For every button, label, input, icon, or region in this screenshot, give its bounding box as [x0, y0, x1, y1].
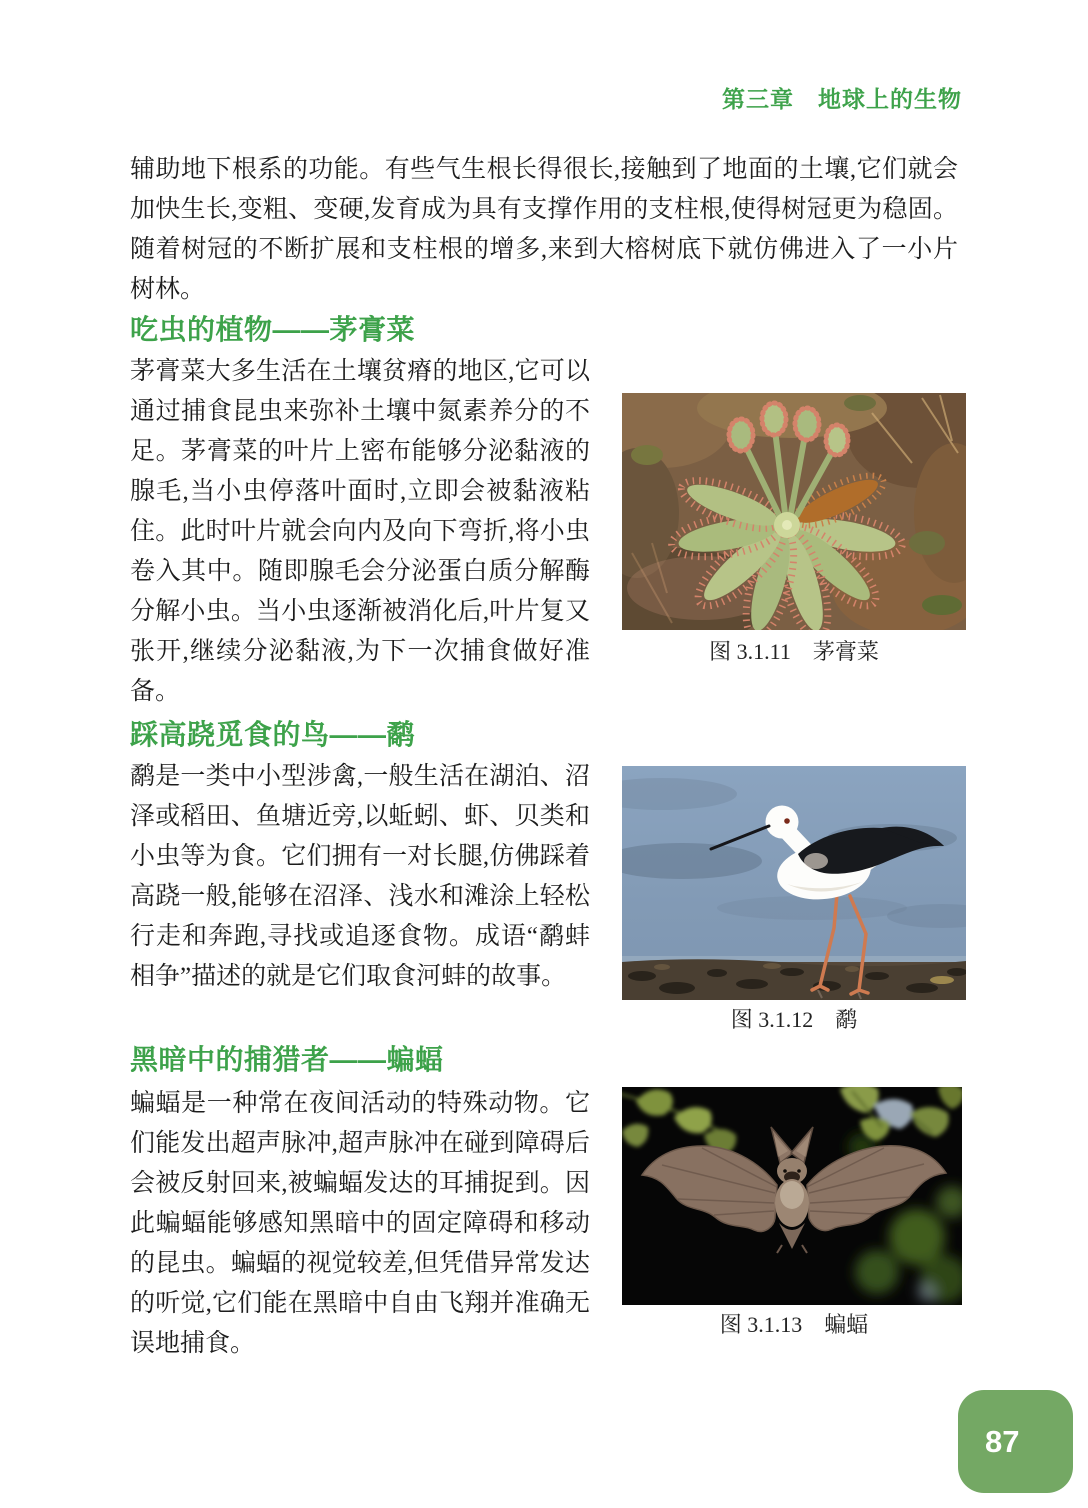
- figure-caption-sundew: 图 3.1.11 茅膏菜: [709, 639, 879, 664]
- intro-paragraph: 辅助地下根系的功能。有些气生根长得很长,接触到了地面的土壤,它们就会加快生长,变粗、变硬,发育成为具有支撑作用的支柱根,使得树冠更为稳固。随着树冠的不断扩展和支柱根的增多,来到大榕树底下就仿佛进入了一小片树林。: [130, 156, 958, 303]
- figure-caption-bat: 图 3.1.13 蝙蝠: [719, 1312, 869, 1337]
- section-heading-sundew: 吃虫的植物——茅膏菜: [130, 314, 416, 345]
- page-number-badge: [958, 1390, 1073, 1493]
- stilt-bird-photo: [622, 766, 966, 1000]
- section-heading-bat: 黑暗中的捕猎者——蝙蝠: [130, 1044, 444, 1075]
- bat-illustration: [622, 1087, 962, 1305]
- stilt-bird-illustration: [622, 766, 966, 1000]
- chapter-header: 第三章 地球上的生物: [722, 86, 962, 112]
- bat-photo: [622, 1087, 962, 1305]
- section-body-sundew: 茅膏菜大多生活在土壤贫瘠的地区,它可以通过捕食昆虫来弥补土壤中氮素养分的不足。茅膏菜的叶片上密布能够分泌黏液的腺毛,当小虫停落叶面时,立即会被黏液粘住。此时叶片就会向内及向下弯折,将小虫卷入其中。随即腺毛会分泌蛋白质分解酶分解小虫。当小虫逐渐被消化后,叶片复又张开,继续分泌黏液,为下一次捕食做好准备。: [130, 358, 590, 705]
- figure-caption-stilt: 图 3.1.12 鹬: [730, 1007, 858, 1032]
- section-body-stilt: 鹬是一类中小型涉禽,一般生活在湖泊、沼泽或稻田、鱼塘近旁,以蚯蚓、虾、贝类和小虫等为食。它们拥有一对长腿,仿佛踩着高跷一般,能够在沼泽、浅水和滩涂上轻松行走和奔跑,寻找或追逐食物。成语“鹬蚌相争”描述的就是它们取食河蚌的故事。: [130, 763, 590, 990]
- sundew-photo: [622, 393, 966, 630]
- section-heading-stilt: 踩高跷觅食的鸟——鹬: [130, 719, 416, 750]
- sundew-illustration: [622, 393, 966, 630]
- section-body-bat: 蝙蝠是一种常在夜间活动的特殊动物。它们能发出超声脉冲,超声脉冲在碰到障碍后会被反射回来,被蝙蝠发达的耳捕捉到。因此蝙蝠能够感知黑暗中的固定障碍和移动的昆虫。蝙蝠的视觉较差,但凭借异常发达的听觉,它们能在黑暗中自由飞翔并准确无误地捕食。: [130, 1090, 590, 1357]
- page-number: 87: [985, 1423, 1020, 1459]
